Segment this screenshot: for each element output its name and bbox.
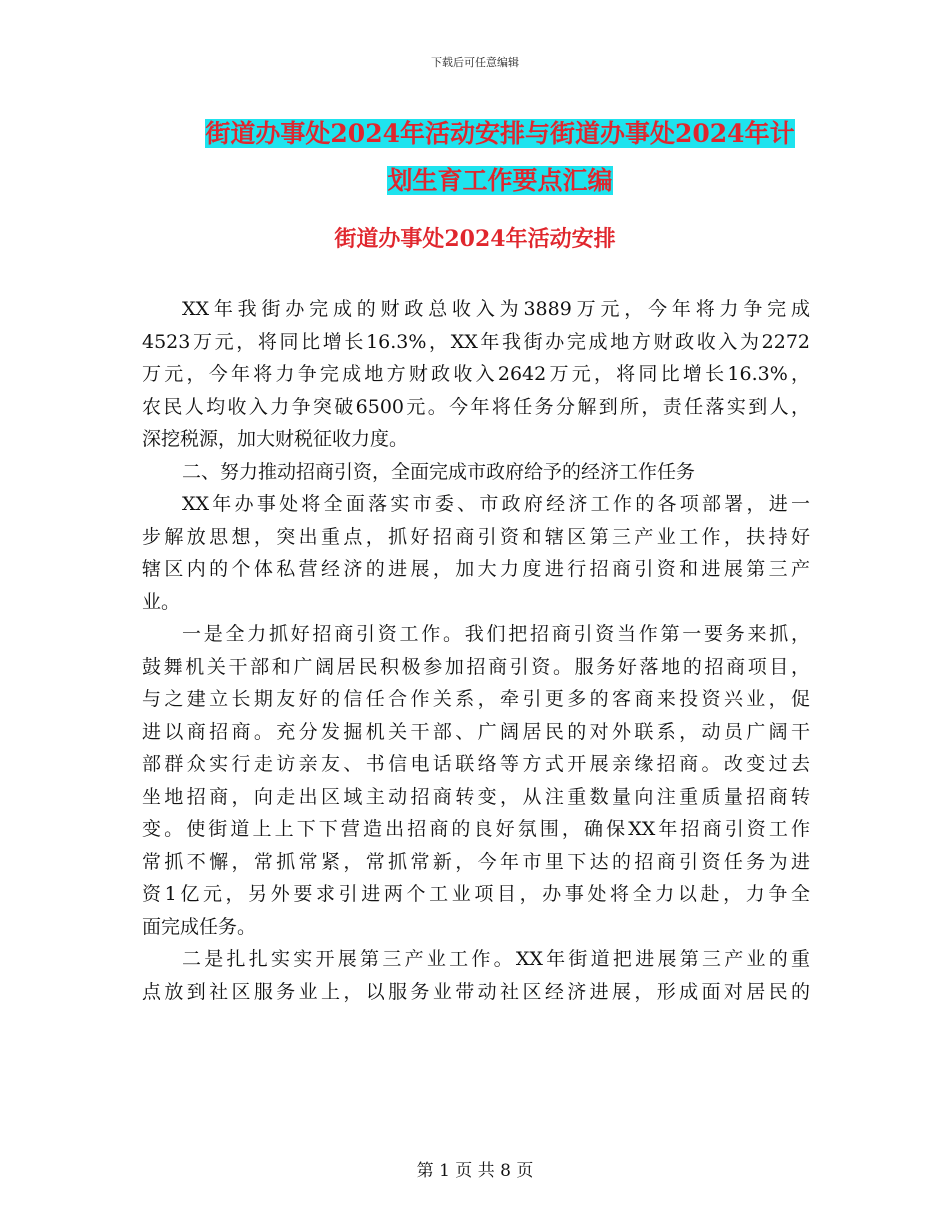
- body-line: 变。使街道上上下下营造出招商的良好氛围，确保XX年招商引资工作: [142, 818, 810, 840]
- body-line: 4523万元，将同比增长16.3%，XX年我街办完成地方财政收入为2272: [142, 330, 810, 353]
- title-line-1: 街道办事处2024年活动安排与街道办事处2024年计: [205, 119, 795, 148]
- body-line: 进以商招商。充分发掘机关干部、广阔居民的对外联系，动员广阔干: [142, 720, 810, 743]
- document-title: [140, 110, 860, 204]
- body-line: 面完成任务。: [142, 915, 257, 938]
- body-text: [142, 293, 810, 1008]
- body-line: XX年办事处将全面落实市委、市政府经济工作的各项部署，进一: [182, 493, 810, 515]
- body-line: 部群众实行走访亲友、书信电话联络等方式开展亲缘招商。改变过去: [142, 753, 810, 775]
- header-note: 下载后可任意编辑: [431, 56, 519, 69]
- title-line-2: 划生育工作要点汇编: [387, 166, 613, 195]
- body-line: 与之建立长期友好的信任合作关系，牵引更多的客商来投资兴业，促: [142, 688, 810, 710]
- body-line: 一是全力抓好招商引资工作。我们把招商引资当作第一要务来抓，: [182, 623, 810, 645]
- body-line: 坐地招商，向走出区域主动招商转变，从注重数量向注重质量招商转: [142, 785, 810, 808]
- body-line: 农民人均收入力争突破6500元。今年将任务分解到所，责任落实到人，: [142, 395, 810, 418]
- body-line: 步解放思想，突出重点，抓好招商引资和辖区第三产业工作，扶持好: [142, 525, 810, 548]
- body-line: 点放到社区服务业上，以服务业带动社区经济进展，形成面对居民的: [142, 980, 810, 1003]
- page-footer: 第 1 页 共 8 页: [416, 1161, 534, 1181]
- body-line: 鼓舞机关干部和广阔居民积极参加招商引资。服务好落地的招商项目，: [142, 655, 810, 678]
- section-subtitle: 街道办事处2024年活动安排: [334, 226, 616, 252]
- body-line: 万元，今年将力争完成地方财政收入2642万元，将同比增长16.3%，: [142, 363, 810, 385]
- body-line: XX年我街办完成的财政总收入为3889万元，今年将力争完成: [182, 298, 810, 320]
- body-line: 常抓不懈，常抓常紧，常抓常新，今年市里下达的招商引资任务为进: [142, 850, 810, 873]
- body-line: 二、努力推动招商引资，全面完成市政府给予的经济工作任务: [182, 460, 696, 483]
- body-line: 辖区内的个体私营经济的进展，加大力度进行招商引资和进展第三产: [142, 558, 810, 580]
- body-line: 资1亿元，另外要求引进两个工业项目，办事处将全力以赴，力争全: [142, 883, 810, 905]
- body-line: 二是扎扎实实开展第三产业工作。XX年街道把进展第三产业的重: [182, 948, 810, 970]
- body-line: 业。: [142, 590, 181, 613]
- body-line: 深挖税源，加大财税征收力度。: [142, 428, 409, 450]
